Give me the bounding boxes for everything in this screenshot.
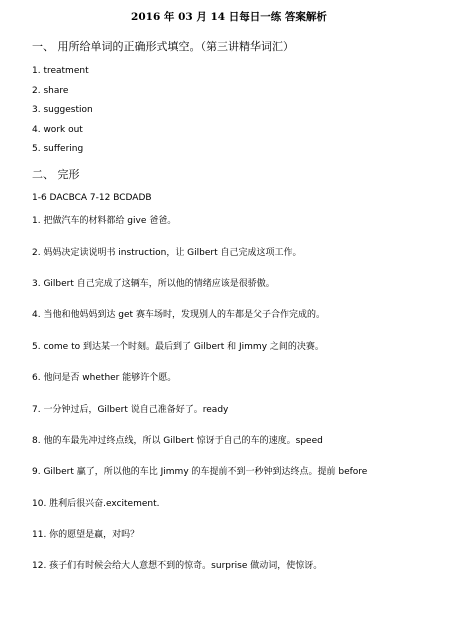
explanation-item: 2. 妈妈决定读说明书 instruction，让 Gilbert 自己完成这项工作。 (32, 248, 302, 258)
section-1-item: 5. suffering (32, 144, 84, 154)
explanation-item: 5. come to 到达某一个时刻。最后到了 Gilbert 和 Jimmy 之间的决赛。 (32, 342, 324, 352)
explanation-item: 11. 你的愿望是赢，对吗？ (32, 530, 140, 540)
document-title: 2016 年 03 月 14 日每日一练 答案解析 (131, 11, 327, 23)
section-1-heading: 一、 用所给单词的正确形式填空。（第三讲精华词汇） (32, 40, 294, 53)
section-1-item: 2. share (32, 86, 69, 96)
explanation-item: 8. 他的车最先冲过终点线，所以 Gilbert 惊讶于自己的车的速度。speed (32, 436, 323, 446)
explanation-item: 9. Gilbert 赢了，所以他的车比 Jimmy 的车提前不到一秒钟到达终点。提前 before (32, 467, 368, 477)
section-1-item: 4. work out (32, 125, 83, 135)
explanation-item: 6. 他问是否 whether 能够许个愿。 (32, 373, 177, 383)
section-1-item: 1. treatment (32, 66, 89, 76)
explanation-item: 10. 胜利后很兴奋.excitement. (32, 499, 160, 509)
explanation-item: 1. 把做汽车的材料都给 give 爸爸。 (32, 216, 177, 226)
section-2-heading: 二、 完形 (32, 168, 80, 181)
section-1-item: 3. suggestion (32, 105, 93, 115)
explanation-item: 4. 当他和他妈妈到达 get 赛车场时，发现别人的车都是父子合作完成的。 (32, 310, 325, 320)
explanation-item: 3. Gilbert 自己完成了这辆车，所以他的情绪应该是很骄傲。 (32, 279, 275, 289)
explanation-item: 7. 一分钟过后，Gilbert 说自己准备好了。ready (32, 405, 229, 415)
section-2-answers: 1-6 DACBCA 7-12 BCDADB (32, 193, 152, 203)
explanation-item: 12. 孩子们有时候会给大人意想不到的惊奇。surprise 做动词，使惊讶。 (32, 561, 323, 571)
